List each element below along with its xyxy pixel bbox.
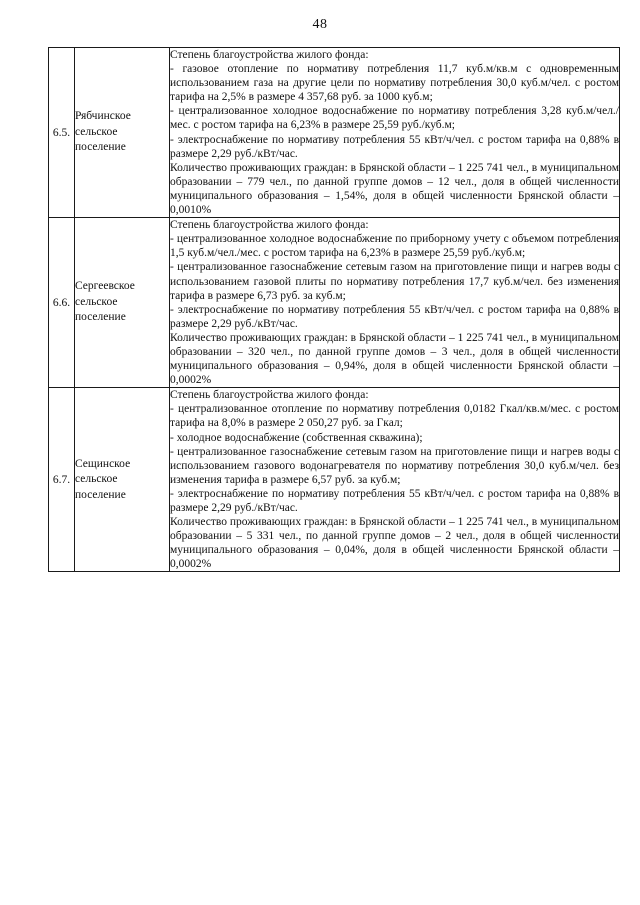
description-paragraph: Количество проживающих граждан: в Брянской области – 1 225 741 чел., в муниципальном образовании – 779 чел., по данной группе домов – 12 чел., доля в общей численности муниципального образования – 1,54%, доля в общей численности Брянской области – 0,0010%: [170, 161, 619, 217]
housing-table: [48, 47, 620, 572]
settlement-name-line: Сергеевское: [75, 280, 135, 293]
settlement-name-line: сельское: [75, 295, 118, 308]
settlement-name-line: сельское: [75, 125, 118, 138]
table-row: [49, 218, 620, 388]
description-heading: Степень благоустройства жилого фонда:: [170, 219, 369, 232]
table-row: [49, 48, 620, 218]
description-paragraph: - централизованное газоснабжение сетевым газом на приготовление пищи и нагрев воды с использованием газового водонагревателя по нормативу потребления 30,0 куб.м/чел. без изменения тарифа в размере 6,57 руб. за куб.м;: [170, 445, 619, 486]
description-paragraph: - газовое отопление по нормативу потребления 11,7 куб.м/кв.м с одновременным использованием газа на другие цели по нормативу потребления 30,0 куб.м/чел. с ростом тарифа на 2,5% в размере 4 357,68 руб. за 1000 куб.м;: [170, 63, 619, 104]
description-paragraph: - электроснабжение по нормативу потребления 55 кВт/ч/чел. с ростом тарифа на 0,88% в размере 2,29 руб./кВт/час.: [170, 303, 619, 330]
description-paragraph: - централизованное холодное водоснабжение по нормативу потребления 3,28 куб.м/чел./мес. с ростом тарифа на 6,23% в размере 25,59 руб./куб.м;: [170, 105, 619, 132]
description-paragraph: Количество проживающих граждан: в Брянской области – 1 225 741 чел., в муниципальном образовании – 320 чел., по данной группе домов – 3 чел., доля в общей численности муниципального образования – 0,94%, доля в общей численности Брянской области – 0,0002%: [170, 331, 619, 387]
row-number: 6.5.: [49, 48, 75, 218]
description-heading: Степень благоустройства жилого фонда:: [170, 389, 369, 402]
description-paragraph: - централизованное холодное водоснабжение по приборному учету с объемом потребления 1,5 куб.м/чел./мес. с ростом тарифа на 6,23% в размере 25,59 руб./куб.м;: [170, 233, 619, 260]
settlement-name-line: Сещинское: [75, 457, 131, 470]
description-paragraph: - централизованное отопление по нормативу потребления 0,0182 Гкал/кв.м/мес. с ростом тарифа на 8,0% в размере 2 050,27 руб. за Гкал;: [170, 403, 619, 430]
row-number: 6.7.: [49, 388, 75, 572]
page-number: 48: [312, 17, 328, 32]
settlement-name-line: Рябчинское: [75, 110, 131, 123]
row-number: 6.6.: [49, 218, 75, 388]
description-paragraph: - электроснабжение по нормативу потребления 55 кВт/ч/чел. с ростом тарифа на 0,88% в размере 2,29 руб./кВт/час.: [170, 133, 619, 160]
settlement-name-line: поселение: [75, 141, 126, 154]
table-row: [49, 388, 620, 572]
housing-description: [170, 388, 620, 572]
housing-description: [170, 48, 620, 218]
description-paragraph: - электроснабжение по нормативу потребления 55 кВт/ч/чел. с ростом тарифа на 0,88% в размере 2,29 руб./кВт/час.: [170, 487, 619, 514]
housing-description: [170, 218, 620, 388]
settlement-name-line: сельское: [75, 473, 118, 486]
settlement-name-line: поселение: [75, 488, 126, 501]
settlement-name: [75, 388, 170, 572]
description-paragraph: - холодное водоснабжение (собственная скважина);: [170, 431, 423, 444]
settlement-name: [75, 48, 170, 218]
table-body: [49, 48, 620, 572]
description-paragraph: - централизованное газоснабжение сетевым газом на приготовление пищи и нагрев воды с использованием газовой плиты по нормативу потребления 17,7 куб.м/чел. без изменения тарифа в размере 6,73 руб. за куб.м;: [170, 261, 619, 302]
settlement-name-line: поселение: [75, 311, 126, 324]
description-paragraph: Количество проживающих граждан: в Брянской области – 1 225 741 чел., в муниципальном образовании – 5 331 чел., по данной группе домов – 2 чел., доля в общей численности муниципального образования – 0,04%, доля в общей численности Брянской области – 0,0002%: [170, 516, 619, 571]
description-heading: Степень благоустройства жилого фонда:: [170, 49, 369, 61]
settlement-name: [75, 218, 170, 388]
